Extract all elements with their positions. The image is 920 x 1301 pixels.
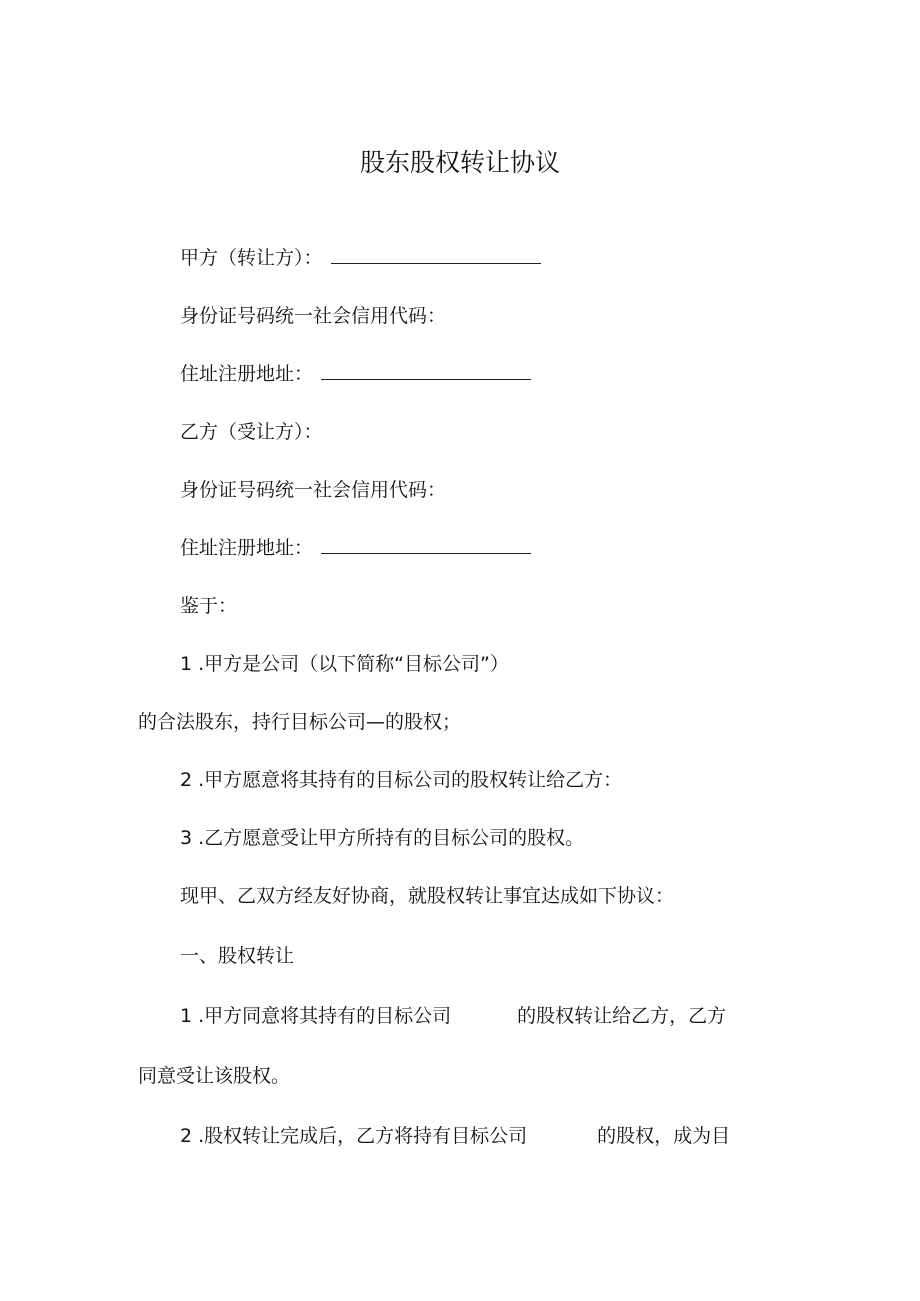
party-b-address-line xyxy=(180,534,531,562)
party-b-label: 乙方（受让方）： xyxy=(180,421,323,443)
clause-1-line-2: 同意受让该股权。 xyxy=(138,1065,291,1087)
party-b-address-blank xyxy=(321,535,531,554)
recital-3: 3 .乙方愿意受让甲方所持有的目标公司的股权。 xyxy=(180,827,585,849)
party-a-name-blank xyxy=(331,245,541,264)
party-b-address-label: 住址注册地址： xyxy=(180,537,314,559)
clause-1-text-part2: 的股权转让给乙方，乙方 xyxy=(517,1005,727,1027)
clause-1-text-part1: 1 .甲方同意将其持有的目标公司 xyxy=(180,1005,452,1027)
party-b-id-line xyxy=(180,476,446,504)
party-a-address-line xyxy=(180,360,531,388)
whereas-heading: 鉴于： xyxy=(180,595,238,617)
party-a-address-blank xyxy=(321,361,531,380)
party-a-id-label: 身份证号码统一社会信用代码： xyxy=(180,305,447,327)
recital-2: 2 .甲方愿意将其持有的目标公司的股权转让给乙方： xyxy=(180,769,623,791)
clause-1-line-1 xyxy=(180,1002,726,1030)
recital-1-line-2: 的合法股东，持行目标公司—的股权； xyxy=(138,711,462,733)
party-b-line xyxy=(180,418,323,446)
document-title: 股东股权转让协议 xyxy=(359,148,560,177)
clause-2-text-part2: 的股权，成为目 xyxy=(597,1125,731,1147)
clause-2-line-1 xyxy=(180,1122,730,1150)
recital-1-line-1: 1 .甲方是公司（以下简称“目标公司”） xyxy=(180,653,509,675)
agreement-intro: 现甲、乙双方经友好协商，就股权转让事宜达成如下协议： xyxy=(180,885,675,907)
clause-2-text-part1: 2 .股权转让完成后，乙方将持有目标公司 xyxy=(180,1125,528,1147)
party-b-id-label: 身份证号码统一社会信用代码： xyxy=(180,479,447,501)
party-a-id-line xyxy=(180,302,446,330)
party-a-line xyxy=(180,244,541,272)
party-a-address-label: 住址注册地址： xyxy=(180,363,314,385)
party-a-label: 甲方（转让方）： xyxy=(180,247,323,269)
section-1-heading: 一、股权转让 xyxy=(180,945,295,967)
